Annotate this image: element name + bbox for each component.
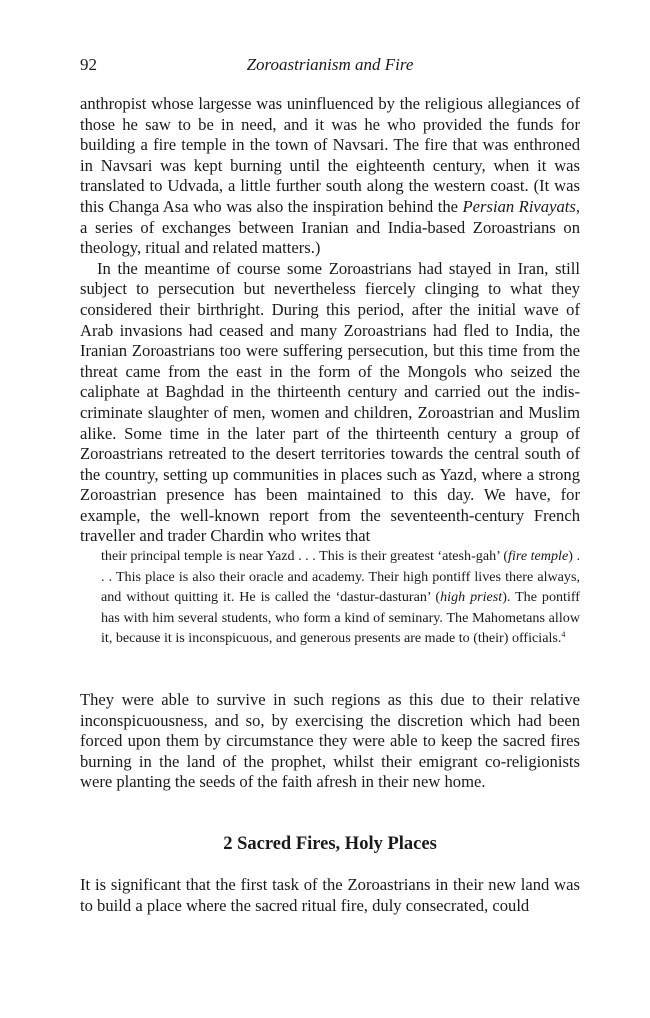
running-title: Zoroastrianism and Fire	[246, 55, 414, 74]
paragraph-continued	[80, 94, 580, 259]
paragraph-survival: They were able to survive in such regions as this due to their relative inconspicuousness, and so, by exercising the discretion which had been forced upon them by circumstance they were able to keep the sacred fires burning in the land of the prophet, whilst their emigrant co-religionists were planting the seeds of the faith afresh in their new home.	[80, 690, 580, 792]
book-title-italic: Persian Rivayats	[462, 196, 576, 216]
quote-italic: high priest	[440, 589, 503, 605]
footnote-marker: 4	[561, 630, 566, 639]
paragraph-iran: In the meantime of course some Zoroastrians had stayed in Iran, still subject to persecution but nevertheless fiercely clinging to what they considered their birthright. During this period, after the initial wave of Arab invasions had ceased and many Zoroastrians had fled to India, the Iranian Zoroastrians too were suffering persecution, but this time from the threat came from the east in the form of the Mongols who seized the caliphate at Baghdad in the thirteenth century and carried out the indiscriminate slaughter of men, women and children, Zoroastrian and Muslim alike. Some time in the later part of the thirteenth century a group of Zoroastrians retreated to the desert territories towards the central south of the country, setting up communities in places such as Yazd, where a strong Zoroastrian presence has been maintained to this day. We have, for example, the well-known report from the seventeenth-century French traveller and trader Chardin who writes that	[80, 258, 580, 546]
quote-italic: fire temple	[508, 548, 569, 564]
body-text-middle	[80, 690, 580, 793]
running-head	[80, 55, 580, 79]
paragraph-text: , a series of exchanges between Iranian and India-based Zoroastrians on theology, ritual and related matters.)	[80, 196, 580, 258]
block-quote	[101, 546, 580, 649]
paragraph-first-task: It is significant that the first task of the Zoroastrians in their new land was to build a place where the sacred ritual fire, duly consecrated, could	[80, 875, 580, 915]
section-heading: 2 Sacred Fires, Holy Places	[223, 834, 437, 854]
quote-text: ) . . . This place is also their oracle and academy. Their high pontiff lives there always, and without quitting it. He is called the ‘dastur-dasturan’ (	[101, 548, 580, 605]
quote-text: ). The pontiff has with him several students, who form a kind of seminary. The Mahometans allow it, because it is inconspicuous, and generous presents are made to (their) officials.	[101, 589, 580, 646]
paragraph-text: anthropist whose largesse was uninfluenced by the religious allegiances of those he saw to be in need, and it was he who provided the funds for building a fire temple in the town of Navsari. The fire that was enthroned in Navsari was kept burning until the eighteenth century, when it was translated to Udvada, a little further south along the western coast. (It was this Changa Asa who was also the inspiration behind the	[80, 94, 580, 216]
page-number: 92	[80, 55, 97, 74]
quote-text: their principal temple is near Yazd . . . This is their greatest ‘atesh-gah’ (	[101, 548, 509, 564]
body-text-top	[80, 94, 580, 547]
body-text-bottom	[80, 875, 580, 916]
